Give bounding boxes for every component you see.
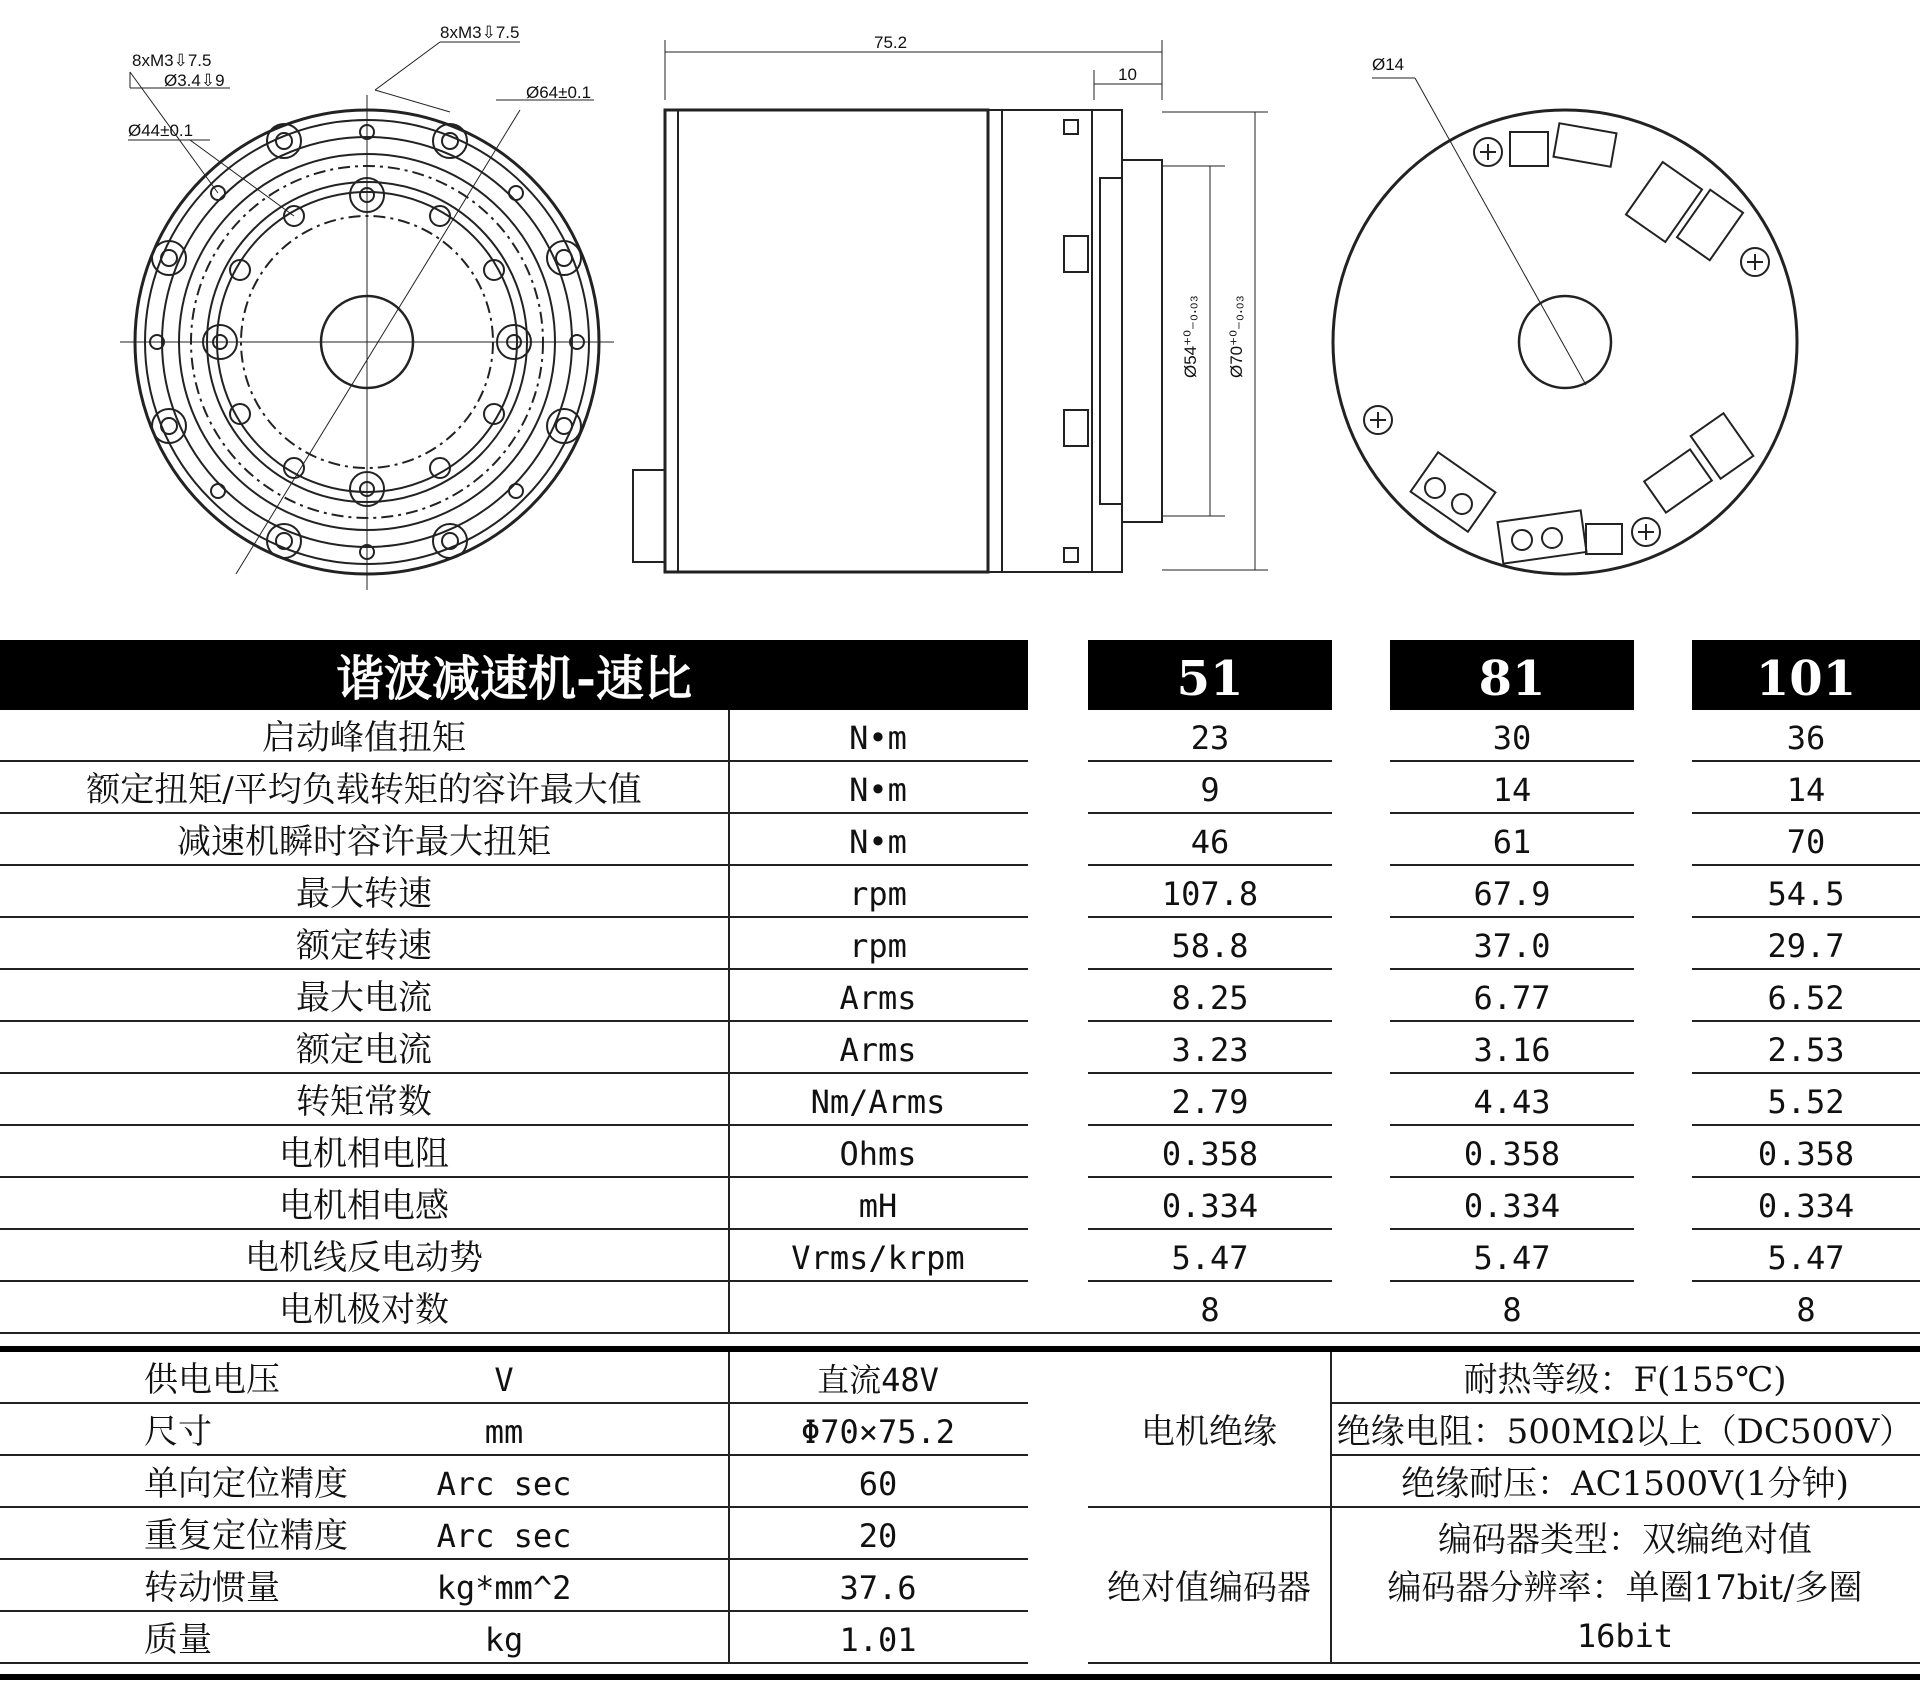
row-label: 最大转速 — [296, 874, 432, 914]
encoder-resolution-a: 编码器分辨率：单圈17bit/多圈 — [1387, 1568, 1863, 1608]
row-value-51: 46 — [1190, 823, 1230, 861]
insulation-label: 电机绝缘 — [1141, 1412, 1277, 1452]
row-value-101: 8 — [1796, 1291, 1816, 1329]
row-unit: mH — [858, 1187, 898, 1225]
row-value-101: 14 — [1786, 771, 1826, 809]
row-label: 启动峰值扭矩 — [262, 718, 466, 758]
general-value: 1.01 — [839, 1621, 917, 1659]
row-label: 额定转速 — [296, 926, 432, 966]
general-label: 重复定位精度 — [144, 1516, 348, 1556]
encoder-resolution-b: 16bit — [1576, 1617, 1674, 1655]
row-value-81: 4.43 — [1473, 1083, 1551, 1121]
row-unit: Arms — [839, 1031, 917, 1069]
row-value-101: 54.5 — [1767, 875, 1845, 913]
row-value-51: 2.79 — [1171, 1083, 1249, 1121]
dim-step: 10 — [1118, 65, 1137, 84]
insulation-resistance: 绝缘电阻：500MΩ以上（DC500V） — [1336, 1412, 1914, 1452]
row-value-51: 58.8 — [1171, 927, 1249, 965]
general-label: 供电电压 — [144, 1360, 280, 1400]
header-title: 谐波减速机-速比 — [0, 640, 1028, 710]
table-row — [0, 1022, 1920, 1074]
row-label: 最大电流 — [296, 978, 432, 1018]
table-row — [0, 710, 1920, 762]
row-unit: N•m — [849, 719, 907, 757]
technical-drawing — [0, 0, 1920, 640]
table-row — [0, 762, 1920, 814]
row-unit: Ohms — [839, 1135, 917, 1173]
row-value-51: 0.358 — [1161, 1135, 1259, 1173]
row-value-51: 0.334 — [1161, 1187, 1259, 1225]
row-value-101: 29.7 — [1767, 927, 1845, 965]
row-value-51: 23 — [1190, 719, 1230, 757]
row-unit: N•m — [849, 823, 907, 861]
row-unit: N•m — [849, 771, 907, 809]
row-value-81: 14 — [1492, 771, 1532, 809]
row-value-51: 8 — [1200, 1291, 1220, 1329]
dim-d54: Ø54⁺⁰₋₀.₀₃ — [1181, 295, 1200, 378]
general-unit: kg*mm^2 — [436, 1569, 572, 1607]
row-label: 减速机瞬时容许最大扭矩 — [177, 822, 551, 862]
row-value-101: 0.358 — [1757, 1135, 1855, 1173]
row-label: 电机相电阻 — [279, 1134, 449, 1174]
general-value: 20 — [858, 1517, 898, 1555]
general-unit: Arc sec — [436, 1517, 572, 1555]
front-view — [120, 42, 614, 590]
row-value-101: 5.52 — [1767, 1083, 1845, 1121]
table-row — [0, 814, 1920, 866]
general-unit: kg — [484, 1621, 524, 1659]
row-label: 电机线反电动势 — [245, 1238, 483, 1278]
row-value-81: 67.9 — [1473, 875, 1551, 913]
general-unit: V — [494, 1361, 514, 1399]
dim-holes-inner-a: 8xM3⇩7.5 — [132, 51, 212, 70]
encoder-type: 编码器类型：双编绝对值 — [1438, 1520, 1812, 1560]
insulation-heat-class: 耐热等级：F(155℃) — [1463, 1360, 1787, 1400]
table-row — [0, 918, 1920, 970]
table-row — [0, 1282, 1920, 1334]
row-value-81: 6.77 — [1473, 979, 1551, 1017]
table-row — [0, 1230, 1920, 1282]
row-value-81: 61 — [1492, 823, 1532, 861]
row-label: 额定扭矩/平均负载转矩的容许最大值 — [86, 770, 642, 810]
dim-d14: Ø14 — [1372, 55, 1405, 74]
row-value-101: 5.47 — [1767, 1239, 1845, 1277]
row-value-81: 5.47 — [1473, 1239, 1551, 1277]
dim-holes-inner-b: Ø3.4⇩9 — [164, 71, 225, 90]
row-value-101: 0.334 — [1757, 1187, 1855, 1225]
general-value: Φ70×75.2 — [800, 1413, 956, 1451]
row-value-81: 8 — [1502, 1291, 1522, 1329]
row-unit — [728, 1282, 1028, 1334]
row-value-101: 70 — [1786, 823, 1826, 861]
table-row — [0, 866, 1920, 918]
row-value-51: 9 — [1200, 771, 1220, 809]
row-value-81: 30 — [1492, 719, 1532, 757]
row-unit: Vrms/krpm — [791, 1239, 965, 1277]
row-value-81: 0.334 — [1463, 1187, 1561, 1225]
row-label: 电机极对数 — [279, 1290, 449, 1330]
encoder-label: 绝对值编码器 — [1107, 1568, 1311, 1608]
row-label: 电机相电感 — [279, 1186, 449, 1226]
row-label: 额定电流 — [296, 1030, 432, 1070]
table-row — [0, 970, 1920, 1022]
general-value: 60 — [858, 1465, 898, 1503]
row-value-101: 2.53 — [1767, 1031, 1845, 1069]
general-value: 37.6 — [839, 1569, 917, 1607]
insulation-withstand: 绝缘耐压：AC1500V(1分钟) — [1401, 1464, 1849, 1504]
row-unit: rpm — [849, 927, 907, 965]
row-value-51: 8.25 — [1171, 979, 1249, 1017]
general-label: 尺寸 — [144, 1412, 212, 1452]
side-view — [633, 40, 1268, 572]
row-label: 转矩常数 — [296, 1082, 432, 1122]
dim-length: 75.2 — [874, 33, 908, 52]
general-label: 转动惯量 — [144, 1568, 280, 1608]
table-row — [0, 1074, 1920, 1126]
row-value-101: 6.52 — [1767, 979, 1845, 1017]
row-value-81: 3.16 — [1473, 1031, 1551, 1069]
table-row — [0, 1126, 1920, 1178]
row-value-51: 107.8 — [1161, 875, 1259, 913]
dim-d64: Ø64±0.1 — [526, 83, 592, 102]
row-value-51: 3.23 — [1171, 1031, 1249, 1069]
dim-holes-outer: 8xM3⇩7.5 — [440, 23, 520, 42]
general-label: 质量 — [144, 1620, 212, 1660]
general-value: 直流48V — [817, 1361, 939, 1399]
general-label: 单向定位精度 — [144, 1464, 348, 1504]
row-unit: Nm/Arms — [810, 1083, 946, 1121]
row-value-81: 37.0 — [1473, 927, 1551, 965]
row-value-101: 36 — [1786, 719, 1826, 757]
header-ratio-81: 81 — [1390, 640, 1634, 710]
row-value-81: 0.358 — [1463, 1135, 1561, 1173]
dim-d44: Ø44±0.1 — [128, 121, 194, 140]
row-value-51: 5.47 — [1171, 1239, 1249, 1277]
table-row — [0, 1178, 1920, 1230]
row-unit: rpm — [849, 875, 907, 913]
rear-view — [1333, 78, 1797, 574]
general-unit: mm — [484, 1413, 524, 1451]
row-unit: Arms — [839, 979, 917, 1017]
header-ratio-101: 101 — [1692, 640, 1920, 710]
general-unit: Arc sec — [436, 1465, 572, 1503]
dim-d70: Ø70⁺⁰₋₀.₀₃ — [1227, 295, 1246, 378]
header-ratio-51: 51 — [1088, 640, 1332, 710]
